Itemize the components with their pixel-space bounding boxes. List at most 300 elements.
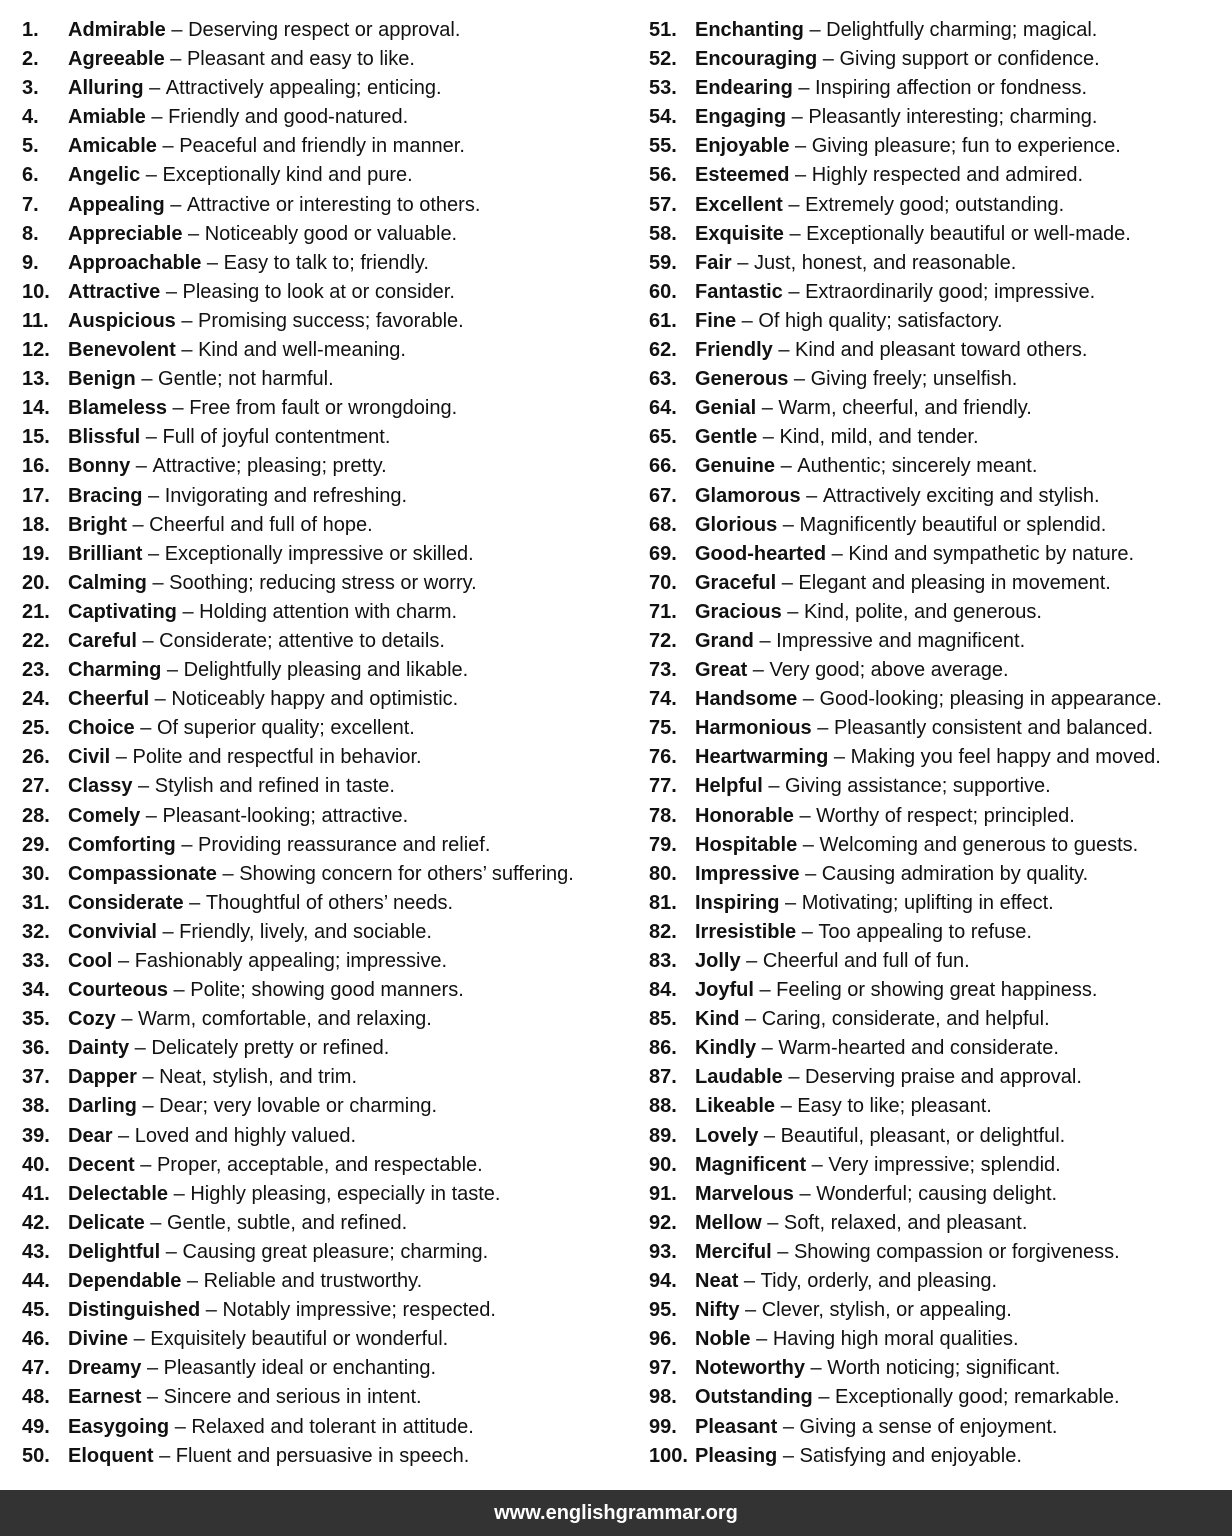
entry-number: 90.	[649, 1153, 677, 1176]
entry-number: 99.	[649, 1415, 677, 1438]
entry-separator: –	[793, 1182, 817, 1205]
entry-separator: –	[183, 891, 206, 914]
entry-definition: Loved and highly valued.	[134, 1124, 357, 1147]
entry-definition: Fashionably appealing; impressive.	[134, 950, 448, 972]
word-entry	[22, 627, 632, 656]
word-entry	[649, 772, 1229, 801]
word-entry	[649, 889, 1229, 918]
entry-word: Blameless	[68, 397, 167, 420]
entry-separator: –	[136, 629, 160, 652]
entry-number: 82.	[649, 920, 677, 943]
entry-separator: –	[786, 106, 809, 129]
entry-word: Benevolent	[68, 339, 176, 362]
entry-separator: –	[758, 1124, 781, 1147]
entry-number: 34.	[22, 979, 50, 1002]
entry-separator: –	[800, 484, 823, 507]
entry-word: Bonny	[68, 455, 131, 478]
entry-number: 25.	[22, 717, 50, 740]
entry-separator: –	[164, 48, 187, 71]
word-entry	[22, 365, 632, 394]
entry-definition: Pleasant and easy to like.	[186, 48, 415, 71]
entry-word: Delectable	[68, 1182, 169, 1205]
entry-number: 6.	[22, 164, 39, 187]
word-entry	[649, 976, 1229, 1005]
entry-separator: –	[156, 920, 180, 943]
entry-word: Cheerful	[68, 688, 150, 711]
entry-definition: Elegant and pleasing in movement.	[798, 571, 1111, 594]
entry-definition: Delightfully pleasing and likable.	[183, 659, 469, 682]
word-entry	[22, 336, 632, 365]
entry-separator: –	[797, 833, 820, 856]
word-entry	[22, 1442, 632, 1471]
entry-word: Endearing	[695, 77, 793, 100]
word-entry	[22, 743, 632, 772]
word-entry	[649, 1413, 1229, 1442]
word-entry	[22, 889, 632, 918]
entry-separator: –	[216, 862, 240, 885]
entry-number: 4.	[22, 106, 39, 129]
entry-number: 64.	[649, 397, 677, 420]
word-entry	[22, 307, 632, 336]
word-entry	[649, 1296, 1229, 1325]
word-entry	[22, 16, 632, 45]
entry-separator: –	[136, 1066, 160, 1089]
entry-number: 100.	[649, 1444, 688, 1467]
entry-separator: –	[156, 135, 180, 158]
entry-separator: –	[761, 1211, 784, 1234]
entry-number: 88.	[649, 1095, 677, 1118]
entry-separator: –	[739, 1008, 762, 1031]
entry-number: 17.	[22, 484, 50, 507]
entry-word: Pleasing	[695, 1444, 778, 1467]
entry-number: 54.	[649, 106, 677, 129]
entry-word: Fair	[695, 251, 732, 274]
word-entry	[22, 423, 632, 452]
entry-word: Exquisite	[695, 222, 784, 245]
word-entry	[649, 802, 1229, 831]
word-entry	[22, 831, 632, 860]
entry-separator: –	[762, 775, 786, 798]
entry-definition: Worthy of respect; principled.	[816, 804, 1075, 827]
entry-word: Magnificent	[695, 1153, 807, 1176]
entry-word: Cozy	[68, 1008, 116, 1031]
entry-number: 10.	[22, 280, 50, 303]
entry-separator: –	[792, 77, 816, 100]
entry-separator: –	[166, 397, 190, 420]
entry-number: 28.	[22, 804, 50, 827]
entry-separator: –	[160, 280, 183, 303]
word-entry	[649, 511, 1229, 540]
word-entry	[649, 1383, 1229, 1412]
word-entry	[22, 656, 632, 685]
entry-definition: Just, honest, and reasonable.	[753, 251, 1017, 274]
entry-number: 94.	[649, 1270, 677, 1293]
word-entry	[649, 1151, 1229, 1180]
entry-number: 35.	[22, 1008, 50, 1031]
entry-separator: –	[753, 979, 777, 1002]
entry-number: 1.	[22, 19, 39, 41]
entry-definition: Satisfying and enjoyable.	[799, 1444, 1022, 1467]
entry-number: 37.	[22, 1066, 50, 1089]
entry-separator: –	[161, 659, 184, 682]
entry-number: 74.	[649, 688, 677, 711]
word-entry	[649, 336, 1229, 365]
entry-definition: Tidy, orderly, and pleasing.	[760, 1270, 998, 1293]
word-entry	[22, 918, 632, 947]
entry-separator: –	[132, 775, 155, 798]
entry-definition: Of superior quality; excellent.	[156, 717, 415, 740]
entry-separator: –	[731, 251, 754, 274]
entry-number: 67.	[649, 484, 677, 507]
entry-separator: –	[141, 1386, 164, 1409]
entry-separator: –	[181, 1270, 204, 1293]
entry-definition: Causing admiration by quality.	[821, 862, 1089, 885]
entry-word: Captivating	[68, 600, 177, 623]
entry-word: Fine	[695, 309, 737, 332]
entry-number: 26.	[22, 746, 50, 769]
entry-word: Appealing	[68, 193, 165, 216]
entry-number: 53.	[649, 77, 677, 100]
entry-number: 95.	[649, 1299, 677, 1322]
entry-number: 69.	[649, 542, 677, 565]
entry-definition: Giving assistance; supportive.	[785, 775, 1051, 798]
entry-separator: –	[175, 339, 199, 362]
entry-separator: –	[169, 1415, 192, 1438]
entry-definition: Pleasing to look at or consider.	[182, 280, 455, 303]
entry-separator: –	[756, 397, 779, 420]
entry-word: Genuine	[695, 455, 776, 478]
entry-separator: –	[134, 717, 157, 740]
entry-definition: Notably impressive; respected.	[222, 1299, 496, 1322]
entry-separator: –	[781, 600, 804, 623]
entry-word: Joyful	[695, 979, 754, 1002]
word-entry	[649, 860, 1229, 889]
word-entry	[649, 220, 1229, 249]
word-entry	[649, 161, 1229, 190]
word-entry	[649, 1063, 1229, 1092]
word-entry	[22, 1238, 632, 1267]
word-entry	[22, 1034, 632, 1063]
entry-number: 43.	[22, 1240, 50, 1263]
entry-word: Earnest	[68, 1386, 142, 1409]
entry-definition: Sincere and serious in intent.	[163, 1386, 422, 1409]
entry-definition: Promising success; favorable.	[198, 309, 464, 332]
entry-definition: Very impressive; splendid.	[828, 1153, 1061, 1176]
entry-word: Engaging	[695, 106, 787, 129]
entry-separator: –	[739, 1299, 762, 1322]
entry-number: 73.	[649, 659, 677, 682]
entry-definition: Relaxed and tolerant in attitude.	[191, 1415, 474, 1438]
word-entry	[649, 1442, 1229, 1471]
entry-word: Pleasant	[695, 1415, 778, 1438]
entry-number: 86.	[649, 1037, 677, 1060]
entry-word: Alluring	[68, 77, 144, 100]
entry-number: 50.	[22, 1444, 50, 1467]
word-entry	[22, 598, 632, 627]
entry-word: Delicate	[68, 1211, 145, 1234]
entry-definition: Easy to talk to; friendly.	[223, 251, 429, 274]
entry-number: 93.	[649, 1240, 677, 1263]
entry-definition: Polite and respectful in behavior.	[132, 746, 422, 769]
entry-definition: Kind and pleasant toward others.	[795, 339, 1088, 362]
entry-definition: Warm, cheerful, and friendly.	[778, 397, 1032, 420]
word-entry	[649, 423, 1229, 452]
footer-bar	[0, 1490, 1232, 1536]
entry-separator: –	[789, 135, 812, 158]
word-entry	[22, 802, 632, 831]
entry-number: 5.	[22, 135, 39, 158]
entry-separator: –	[772, 339, 796, 362]
entry-number: 52.	[649, 48, 677, 71]
entry-separator: –	[165, 19, 189, 41]
entry-definition: Welcoming and generous to guests.	[819, 833, 1139, 856]
entry-number: 2.	[22, 48, 39, 71]
entry-separator: –	[175, 833, 199, 856]
entry-word: Nifty	[695, 1299, 740, 1322]
entry-number: 14.	[22, 397, 50, 420]
word-entry	[649, 685, 1229, 714]
word-entry	[649, 1005, 1229, 1034]
entry-definition: Invigorating and refreshing.	[164, 484, 408, 507]
entry-separator: –	[182, 222, 205, 245]
entry-number: 41.	[22, 1182, 50, 1205]
entry-word: Delightful	[68, 1240, 161, 1263]
entry-word: Dear	[68, 1124, 113, 1147]
entry-number: 66.	[649, 455, 677, 478]
entry-number: 16.	[22, 455, 50, 478]
entry-separator: –	[129, 1037, 152, 1060]
entry-separator: –	[777, 1415, 800, 1438]
entry-separator: –	[200, 1299, 223, 1322]
entry-word: Classy	[68, 775, 133, 798]
word-entry	[22, 1325, 632, 1354]
entry-word: Dependable	[68, 1270, 182, 1293]
entry-number: 56.	[649, 164, 677, 187]
entry-word: Marvelous	[695, 1182, 794, 1205]
entry-separator: –	[126, 513, 150, 536]
entry-separator: –	[140, 426, 163, 449]
entry-word: Enchanting	[695, 19, 804, 41]
entry-definition: Pleasantly interesting; charming.	[808, 106, 1098, 129]
entry-number: 57.	[649, 193, 677, 216]
entry-word: Charming	[68, 659, 162, 682]
entry-separator: –	[782, 280, 806, 303]
word-entry	[22, 540, 632, 569]
word-entry	[649, 482, 1229, 511]
entry-definition: Beautiful, pleasant, or delightful.	[780, 1124, 1066, 1147]
entry-word: Angelic	[68, 164, 141, 187]
entry-number: 77.	[649, 775, 677, 798]
entry-word: Impressive	[695, 862, 800, 885]
entry-word: Admirable	[68, 19, 166, 41]
entry-word: Inspiring	[695, 891, 780, 914]
entry-separator: –	[144, 1211, 167, 1234]
entry-definition: Having high moral qualities.	[772, 1328, 1019, 1351]
entry-definition: Of high quality; satisfactory.	[758, 309, 1003, 332]
entry-number: 39.	[22, 1124, 50, 1147]
word-entry	[22, 1354, 632, 1383]
word-entry	[22, 1092, 632, 1121]
entry-definition: Attractive; pleasing; pretty.	[152, 455, 387, 478]
entry-word: Darling	[68, 1095, 137, 1118]
entry-definition: Impressive and magnificent.	[776, 629, 1026, 652]
entry-word: Noble	[695, 1328, 751, 1351]
entry-word: Gentle	[695, 426, 758, 449]
entry-separator: –	[740, 950, 763, 972]
entry-word: Grand	[695, 629, 754, 652]
entry-number: 7.	[22, 193, 39, 216]
word-entry	[22, 103, 632, 132]
entry-definition: Making you feel happy and moved.	[850, 746, 1161, 769]
word-entry	[22, 74, 632, 103]
entry-definition: Showing concern for others’ suffering.	[239, 862, 574, 885]
word-entry	[22, 1063, 632, 1092]
entry-definition: Full of joyful contentment.	[162, 426, 391, 449]
entry-definition: Wonderful; causing delight.	[816, 1182, 1058, 1205]
entry-definition: Delicately pretty or refined.	[151, 1037, 390, 1060]
word-entry	[22, 132, 632, 161]
word-entry	[22, 1122, 632, 1151]
entry-number: 33.	[22, 950, 50, 972]
entry-word: Calming	[68, 571, 147, 594]
entry-definition: Giving support or confidence.	[839, 48, 1100, 71]
entry-separator: –	[799, 862, 822, 885]
word-entry	[649, 714, 1229, 743]
entry-separator: –	[146, 571, 170, 594]
word-entry	[649, 1034, 1229, 1063]
entry-word: Blissful	[68, 426, 141, 449]
entry-definition: Attractively appealing; enticing.	[165, 77, 442, 100]
entry-number: 85.	[649, 1008, 677, 1031]
entry-word: Heartwarming	[695, 746, 829, 769]
entry-definition: Warm, comfortable, and relaxing.	[138, 1008, 432, 1031]
entry-word: Approachable	[68, 251, 202, 274]
entry-definition: Exceptionally good; remarkable.	[835, 1386, 1120, 1409]
entry-word: Divine	[68, 1328, 129, 1351]
entry-number: 46.	[22, 1328, 50, 1351]
entry-word: Eloquent	[68, 1444, 154, 1467]
word-entry	[22, 1413, 632, 1442]
entry-number: 63.	[649, 368, 677, 391]
word-entry	[649, 831, 1229, 860]
word-entry	[649, 278, 1229, 307]
entry-separator: –	[750, 1328, 773, 1351]
entry-number: 97.	[649, 1357, 677, 1380]
entry-word: Decent	[68, 1153, 135, 1176]
entry-word: Laudable	[695, 1066, 783, 1089]
entry-definition: Feeling or showing great happiness.	[776, 979, 1098, 1002]
word-entry	[649, 74, 1229, 103]
entry-definition: Easy to like; pleasant.	[797, 1095, 992, 1118]
word-entry	[649, 598, 1229, 627]
entry-definition: Pleasantly ideal or enchanting.	[163, 1357, 437, 1380]
word-entry	[22, 1180, 632, 1209]
word-entry	[649, 1238, 1229, 1267]
entry-word: Kindly	[695, 1037, 757, 1060]
word-entry	[649, 365, 1229, 394]
entry-number: 60.	[649, 280, 677, 303]
word-entry	[649, 394, 1229, 423]
entry-definition: Kind and well-meaning.	[198, 339, 406, 362]
word-entry	[649, 656, 1229, 685]
entry-definition: Delightfully charming; magical.	[826, 19, 1098, 41]
entry-word: Bright	[68, 513, 127, 536]
entry-definition: Clever, stylish, or appealing.	[761, 1299, 1012, 1322]
entry-definition: Proper, acceptable, and respectable.	[156, 1153, 483, 1176]
entry-word: Jolly	[695, 950, 741, 972]
entry-separator: –	[112, 950, 135, 972]
entry-definition: Kind, polite, and generous.	[803, 600, 1042, 623]
entry-word: Brilliant	[68, 542, 143, 565]
entry-word: Cool	[68, 950, 113, 972]
entry-separator: –	[112, 1124, 135, 1147]
word-entry	[649, 452, 1229, 481]
entry-number: 98.	[649, 1386, 677, 1409]
word-entry	[649, 45, 1229, 74]
entry-number: 47.	[22, 1357, 50, 1380]
entry-definition: Gentle; not harmful.	[158, 368, 334, 391]
entry-separator: –	[175, 309, 199, 332]
entry-word: Careful	[68, 629, 137, 652]
entry-word: Encouraging	[695, 48, 818, 71]
entry-word: Helpful	[695, 775, 763, 798]
entry-definition: Giving freely; unselfish.	[810, 368, 1018, 391]
word-entry	[22, 511, 632, 540]
entry-number: 3.	[22, 77, 39, 100]
entry-definition: Very good; above average.	[769, 659, 1009, 682]
entry-number: 48.	[22, 1386, 50, 1409]
entry-word: Benign	[68, 368, 136, 391]
entry-number: 21.	[22, 600, 50, 623]
entry-word: Bracing	[68, 484, 143, 507]
entry-word: Distinguished	[68, 1299, 201, 1322]
entry-number: 29.	[22, 833, 50, 856]
word-entry	[22, 714, 632, 743]
entry-separator: –	[756, 1037, 779, 1060]
entry-definition: Extremely good; outstanding.	[805, 193, 1065, 216]
entry-word: Dapper	[68, 1066, 137, 1089]
entry-separator: –	[143, 77, 166, 100]
entry-number: 72.	[649, 629, 677, 652]
entry-word: Convivial	[68, 920, 157, 943]
entry-word: Attractive	[68, 280, 161, 303]
entry-number: 44.	[22, 1270, 50, 1293]
entry-separator: –	[141, 1357, 164, 1380]
entry-definition: Extraordinarily good; impressive.	[805, 280, 1096, 303]
entry-word: Handsome	[695, 688, 798, 711]
entry-separator: –	[826, 542, 849, 565]
entry-word: Glamorous	[695, 484, 801, 507]
entry-separator: –	[788, 368, 811, 391]
entry-definition: Highly pleasing, especially in taste.	[190, 1182, 501, 1205]
entry-definition: Kind and sympathetic by nature.	[848, 542, 1135, 565]
entry-definition: Worth noticing; significant.	[827, 1357, 1061, 1380]
word-entry	[649, 1122, 1229, 1151]
entry-definition: Inspiring affection or fondness.	[815, 77, 1088, 100]
entry-separator: –	[796, 920, 819, 943]
entry-number: 42.	[22, 1211, 50, 1234]
entry-word: Glorious	[695, 513, 778, 536]
word-entry	[649, 103, 1229, 132]
word-list-column-right	[649, 16, 1229, 1471]
entry-separator: –	[153, 1444, 176, 1467]
word-entry	[649, 1325, 1229, 1354]
entry-definition: Noticeably happy and optimistic.	[171, 688, 459, 711]
entry-number: 65.	[649, 426, 677, 449]
entry-separator: –	[771, 1240, 794, 1263]
entry-number: 30.	[22, 862, 50, 885]
word-entry	[649, 132, 1229, 161]
